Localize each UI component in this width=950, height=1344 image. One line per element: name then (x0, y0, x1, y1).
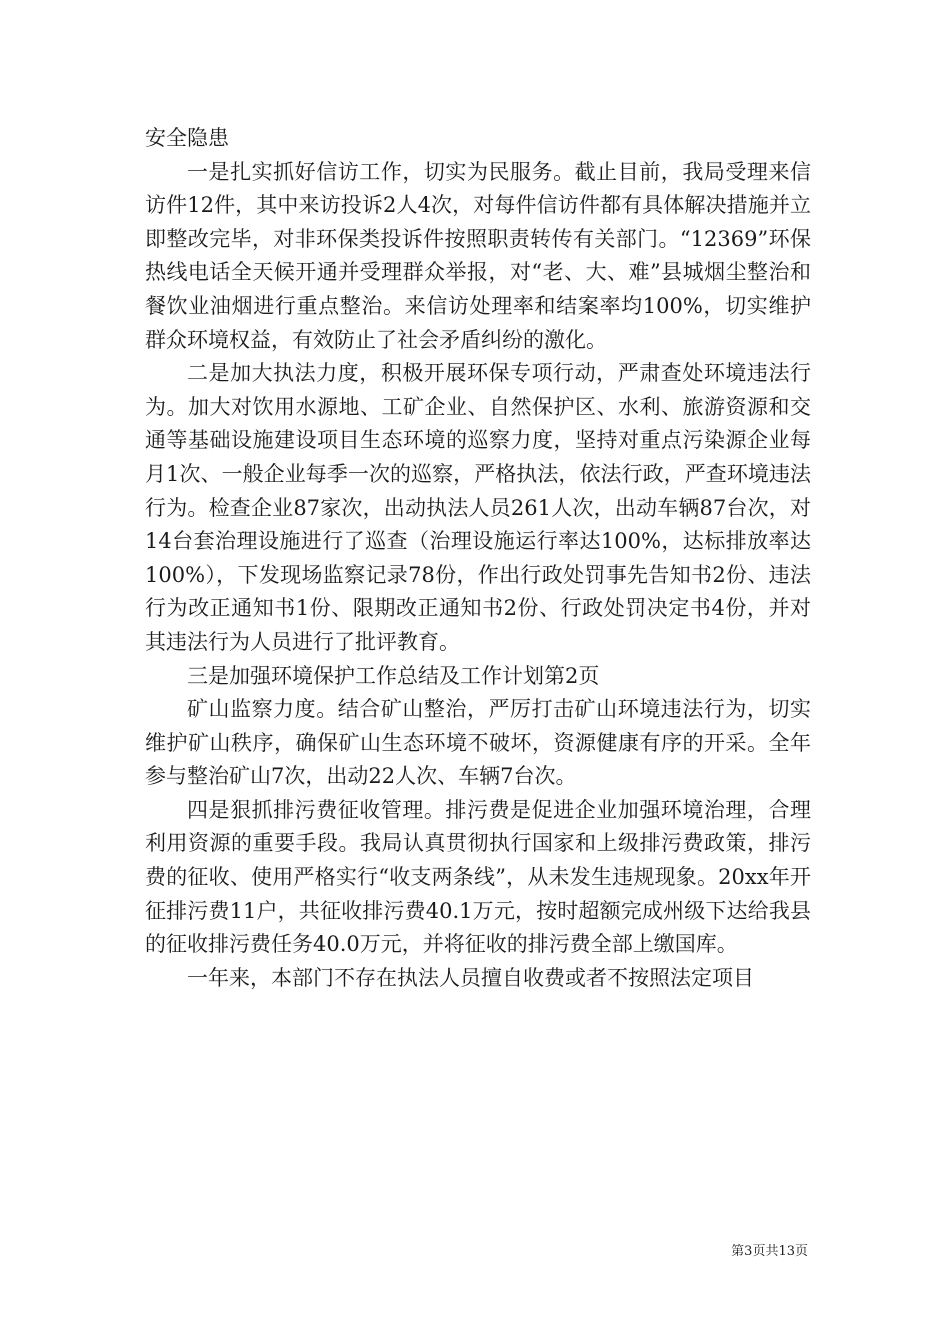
paragraph-petition-work: 一是扎实抓好信访工作，切实为民服务。截止目前，我局受理来信访件12件，其中来访投诉2人4次，对每件信访件都有具体解决措施并立即整改完毕，对非环保类投诉件按照职责转传有关部门。“12369”环保热线电话全天候开通并受理群众举报，对“老、大、难”县城烟尘整治和餐饮业油烟进行重点整治。来信访处理率和结案率均100%，切实维护群众环境权益，有效防止了社会矛盾纠纷的激化。 (145, 159, 811, 352)
paragraph-hazard-heading: 安全隐患 (145, 126, 229, 150)
paragraph-year-summary: 一年来，本部门不存在执法人员擅自收费或者不按照法定项目 (187, 965, 754, 990)
paragraph-mine-supervision: 矿山监察力度。结合矿山整治，严厉打击矿山环境违法行为，切实维护矿山秩序，确保矿山生态环境不破坏，资源健康有序的开采。全年参与整治矿山7次，出动22人次、车辆7台次。 (145, 697, 811, 789)
paragraph-third-item-title: 三是加强环境保护工作总结及工作计划第2页 (187, 663, 600, 688)
document-body (145, 122, 811, 995)
paragraph-pollution-fee: 四是狠抓排污费征收管理。排污费是促进企业加强环境治理，合理利用资源的重要手段。我局认真贯彻执行国家和上级排污费政策，排污费的征收、使用严格实行“收支两条线”，从未发生违规现象。20xx年开征排污费11户，共征收排污费40.1万元，按时超额完成州级下达给我县的征收排污费任务40.0万元，并将征收的排污费全部上缴国库。 (145, 797, 811, 957)
page-number-footer: 第3页共13页 (731, 1244, 808, 1259)
paragraph-law-enforcement: 二是加大执法力度，积极开展环保专项行动，严肃查处环境违法行为。加大对饮用水源地、工矿企业、自然保护区、水利、旅游资源和交通等基础设施建设项目生态环境的巡察力度，坚持对重点污染源企业每月1次、一般企业每季一次的巡察，严格执法，依法行政，严查环境违法行为。检查企业87家次，出动执法人员261人次，出动车辆87台次，对14台套治理设施进行了巡查（治理设施运行率达100%，达标排放率达100%），下发现场监察记录78份，作出行政处罚事先告知书2份、违法行为改正通知书1份、限期改正通知书2份、行政处罚决定书4份，并对其违法行为人员进行了批评教育。 (145, 361, 811, 654)
